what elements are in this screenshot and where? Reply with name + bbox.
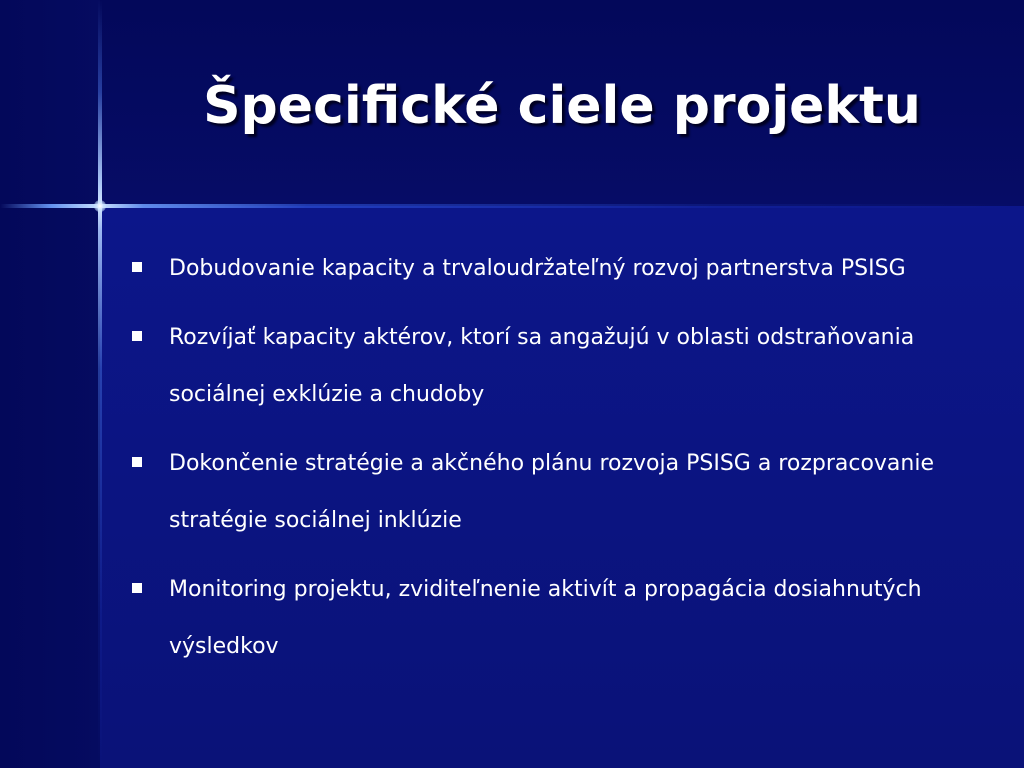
bullet-text: Rozvíjať kapacity aktérov, ktorí sa angažujú v oblasti odstraňovania sociálnej exklúzie a chudoby: [169, 325, 915, 407]
slide-title: Špecifické ciele projektu: [203, 76, 921, 136]
bullet-text: Monitoring projektu, zviditeľnenie aktivít a propagácia dosiahnutých výsledkov: [169, 577, 922, 659]
bullet-list: [128, 240, 958, 687]
bullet-text: Dobudovanie kapacity a trvaloudržateľný rozvoj partnerstva PSISG: [169, 256, 906, 281]
light-flare-icon: [94, 200, 106, 212]
left-band: [0, 0, 100, 768]
bullet-item: [128, 309, 958, 423]
bullet-item: [128, 240, 958, 297]
square-bullet-icon: [132, 262, 142, 272]
bullet-item: [128, 561, 958, 675]
square-bullet-icon: [132, 583, 142, 593]
bullet-item: [128, 435, 958, 549]
bullet-text: Dokončenie stratégie a akčného plánu rozvoja PSISG a rozpracovanie stratégie sociálnej inklúzie: [169, 451, 935, 533]
square-bullet-icon: [132, 331, 142, 341]
square-bullet-icon: [132, 457, 142, 467]
horizontal-light-streak: [0, 204, 1024, 208]
